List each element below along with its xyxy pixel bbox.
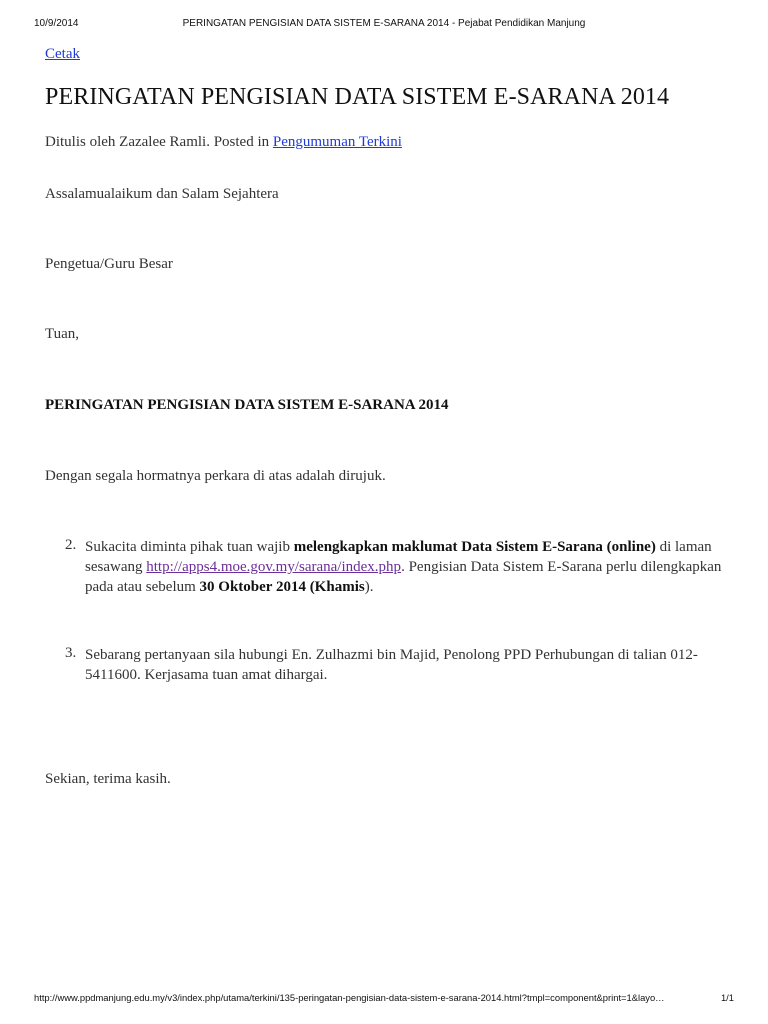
deadline-text: 30 Oktober 2014 (Khamis (199, 579, 365, 595)
article-meta (45, 134, 402, 151)
salutation: Tuan, (45, 326, 80, 342)
closing: Sekian, terima kasih. (45, 771, 171, 787)
intro-paragraph: Dengan segala hormatnya perkara di atas adalah dirujuk. (45, 468, 386, 484)
print-link[interactable]: Cetak (45, 46, 80, 62)
esarana-link[interactable]: http://apps4.moe.gov.my/sarana/index.php (146, 559, 402, 575)
author-text: Ditulis oleh Zazalee Ramli. Posted in (45, 134, 273, 150)
subject-heading: PERINGATAN PENGISIAN DATA SISTEM E-SARANA 2014 (45, 397, 449, 413)
article-title: PERINGATAN PENGISIAN DATA SISTEM E-SARANA 2014 (45, 84, 670, 110)
category-link[interactable]: Pengumuman Terkini (272, 134, 402, 150)
print-header (0, 18, 768, 32)
page-url: http://www.ppdmanjung.edu.my/v3/index.php/utama/terkini/135-peringatan-pengisian-data-sistem-e-sarana-2014.html?tmpl=component&print=1&layo… (34, 992, 665, 1003)
print-page-title: PERINGATAN PENGISIAN DATA SISTEM E-SARANA 2014 - Pejabat Pendidikan Manjung (182, 18, 586, 29)
list-item-text: Sebarang pertanyaan sila hubungi En. Zulhazmi bin Majid, Penolong PPD Perhubungan di talian 012-5411600. Kerjasama tuan amat dihargai. (85, 647, 698, 683)
list-number: 3. (65, 645, 77, 661)
greeting: Assalamualaikum dan Salam Sejahtera (45, 186, 279, 202)
page-number: 1/1 (720, 992, 734, 1003)
list-number: 2. (65, 537, 77, 553)
list-item-text: Sukacita diminta pihak tuan wajib melengkapkan maklumat Data Sistem E-Sarana (online) di laman sesawang http://apps4.moe.gov.my/sarana/index.php. Pengisian Data Sistem E-Sarana perlu dilengkapkan pada atau sebelum 30 Oktober 2014 (Khamis). (85, 539, 722, 595)
print-date: 10/9/2014 (34, 18, 79, 29)
print-footer (0, 992, 768, 1006)
emphasis-text: melengkapkan maklumat Data Sistem E-Sarana (online) (293, 539, 656, 555)
recipient: Pengetua/Guru Besar (45, 256, 173, 272)
